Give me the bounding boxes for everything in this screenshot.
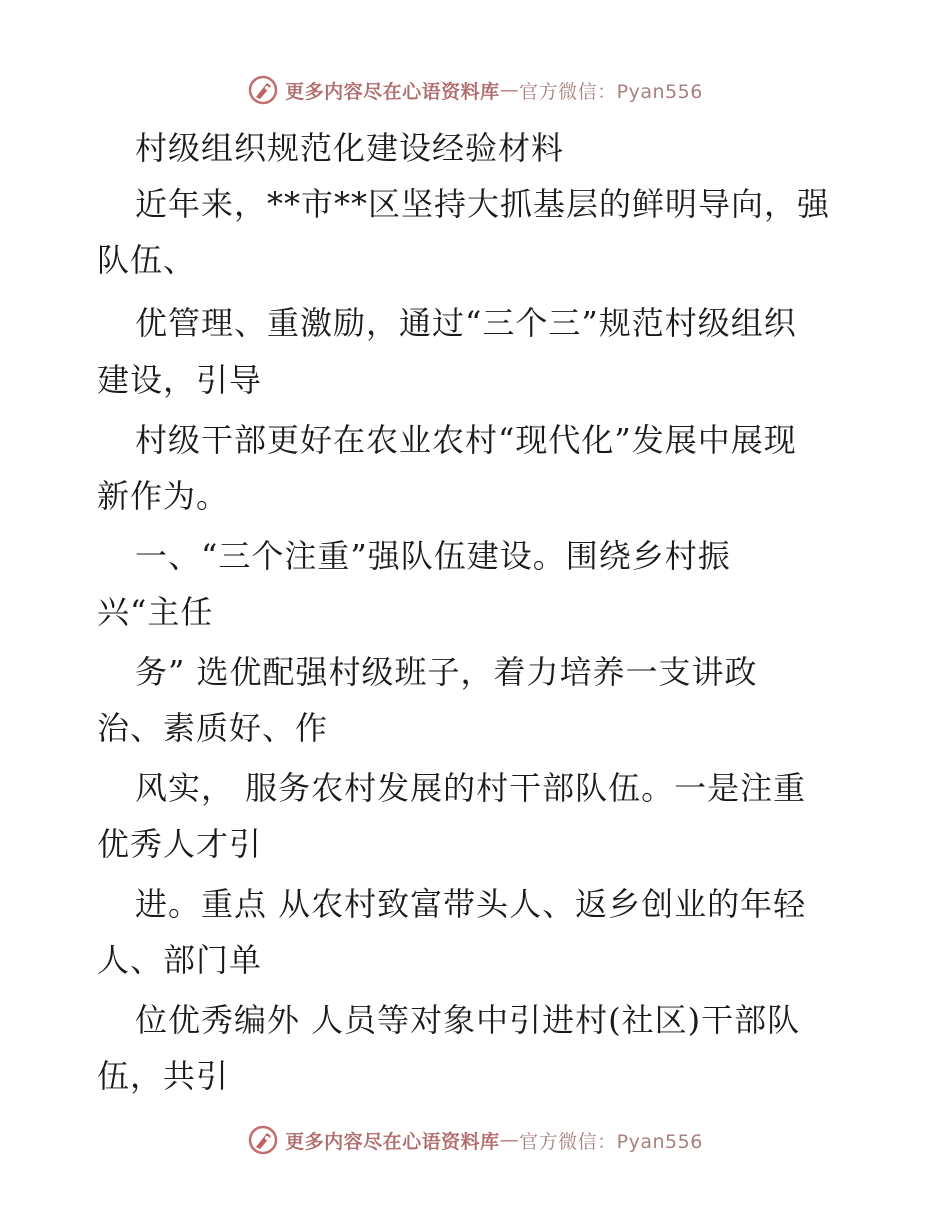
- footer-watermark-banner: [0, 1120, 950, 1160]
- pen-nib-circle-icon: [247, 1124, 279, 1156]
- banner-separator: —: [499, 1129, 520, 1151]
- paragraph-line: 治、素质好、作: [97, 709, 329, 747]
- paragraph-line: 兴“主任: [97, 593, 214, 631]
- paragraph-line: 伍，共引: [97, 1057, 230, 1095]
- banner-contact: 官方微信：Pyan556: [519, 80, 703, 103]
- paragraph-line: 务” 选优配强村级班子，着力培养一支讲政: [135, 653, 758, 691]
- banner-separator: —: [499, 79, 520, 101]
- banner-contact: 官方微信：Pyan556: [519, 1130, 703, 1153]
- header-watermark-banner: [0, 70, 950, 110]
- paragraph-line: 进。重点 从农村致富带头人、返乡创业的年轻: [135, 885, 807, 923]
- paragraph-line: 风实， 服务农村发展的村干部队伍。一是注重: [135, 769, 807, 807]
- paragraph-line: 人、部门单: [97, 941, 263, 979]
- banner-main-text: 更多内容尽在心语资料库: [285, 80, 500, 103]
- paragraph-line: 一、“三个注重”强队伍建设。围绕乡村振: [135, 537, 731, 575]
- paragraph-line: 近年来，**市**区坚持大抓基层的鲜明导向，强: [135, 185, 831, 223]
- paragraph-line: 村级干部更好在农业农村“现代化”发展中展现: [135, 421, 797, 459]
- banner-main-text: 更多内容尽在心语资料库: [285, 1130, 500, 1153]
- paragraph-line: 队伍、: [97, 241, 197, 279]
- paragraph-line: 优秀人才引: [97, 825, 263, 863]
- document-title: 村级组织规范化建设经验材料: [135, 129, 565, 167]
- paragraph-line: 新作为。: [97, 477, 230, 515]
- pen-nib-circle-icon: [247, 74, 279, 106]
- paragraph-line: 优管理、重激励，通过“三个三”规范村级组织: [135, 304, 797, 342]
- paragraph-line: 位优秀编外 人员等对象中引进村(社区)干部队: [135, 1001, 801, 1039]
- paragraph-line: 建设，引导: [97, 361, 263, 399]
